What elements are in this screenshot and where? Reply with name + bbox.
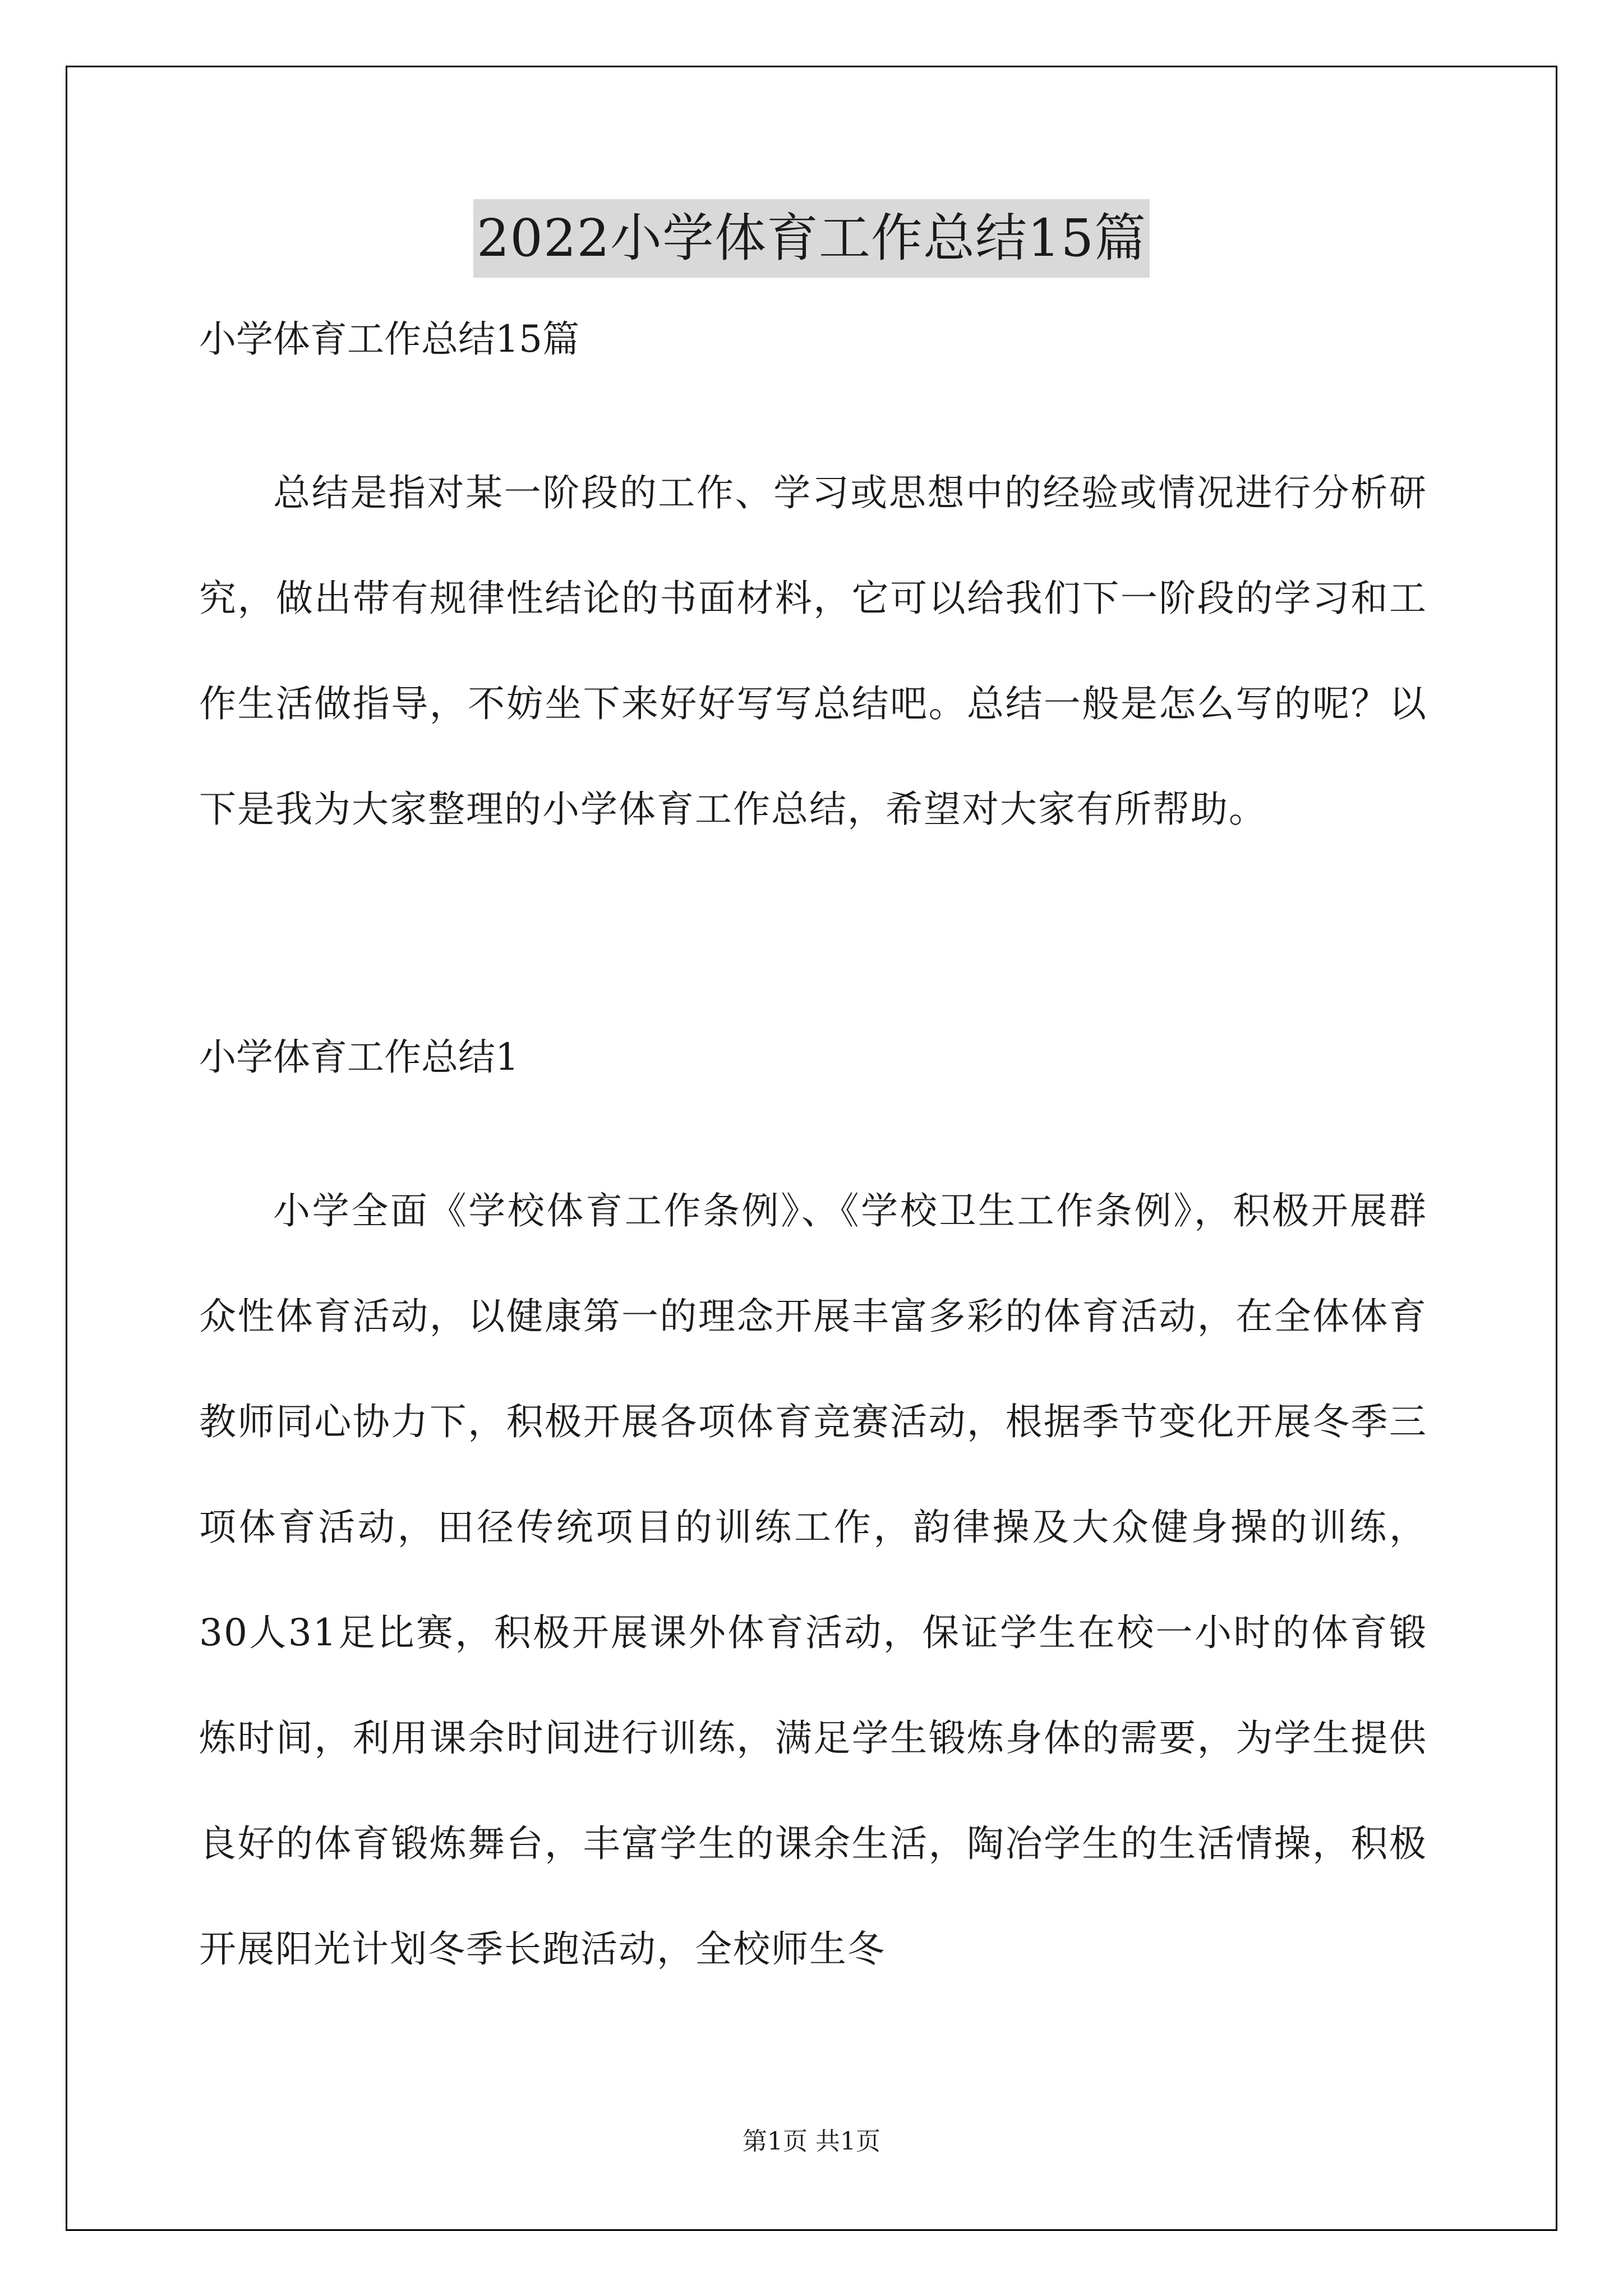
document-subtitle: 小学体育工作总结15篇 (199, 318, 579, 361)
intro-paragraph: 总结是指对某一阶段的工作、学习或思想中的经验或情况进行分析研究，做出带有规律性结论的书面材料，它可以给我们下一阶段的学习和工作生活做指导，不妨坐下来好好写写总结吧。总结一般是怎么写的呢？以下是我为大家整理的小学体育工作总结，希望对大家有所帮助。 (199, 471, 1427, 831)
section-body-1: 小学全面《学校体育工作条例》、《学校卫生工作条例》，积极开展群众性体育活动，以健康第一的理念开展丰富多彩的体育活动，在全体体育教师同心协力下，积极开展各项体育竞赛活动，根据季节变化开展冬季三项体育活动，田径传统项目的训练工作，韵律操及大众健身操的训练，30人31足比赛，积极开展课外体育活动，保证学生在校一小时的体育锻炼时间，利用课余时间进行训练，满足学生锻炼身体的需要，为学生提供良好的体育锻炼舞台，丰富学生的课余生活，陶冶学生的生活情操，积极开展阳光计划冬季长跑活动，全校师生冬 (199, 1189, 1427, 1971)
section-heading-1: 小学体育工作总结1 (199, 1036, 519, 1079)
document-title: 2022小学体育工作总结15篇 (473, 199, 1150, 278)
title-container (0, 199, 1623, 278)
page-footer: 第1页 共1页 (743, 2127, 880, 2156)
